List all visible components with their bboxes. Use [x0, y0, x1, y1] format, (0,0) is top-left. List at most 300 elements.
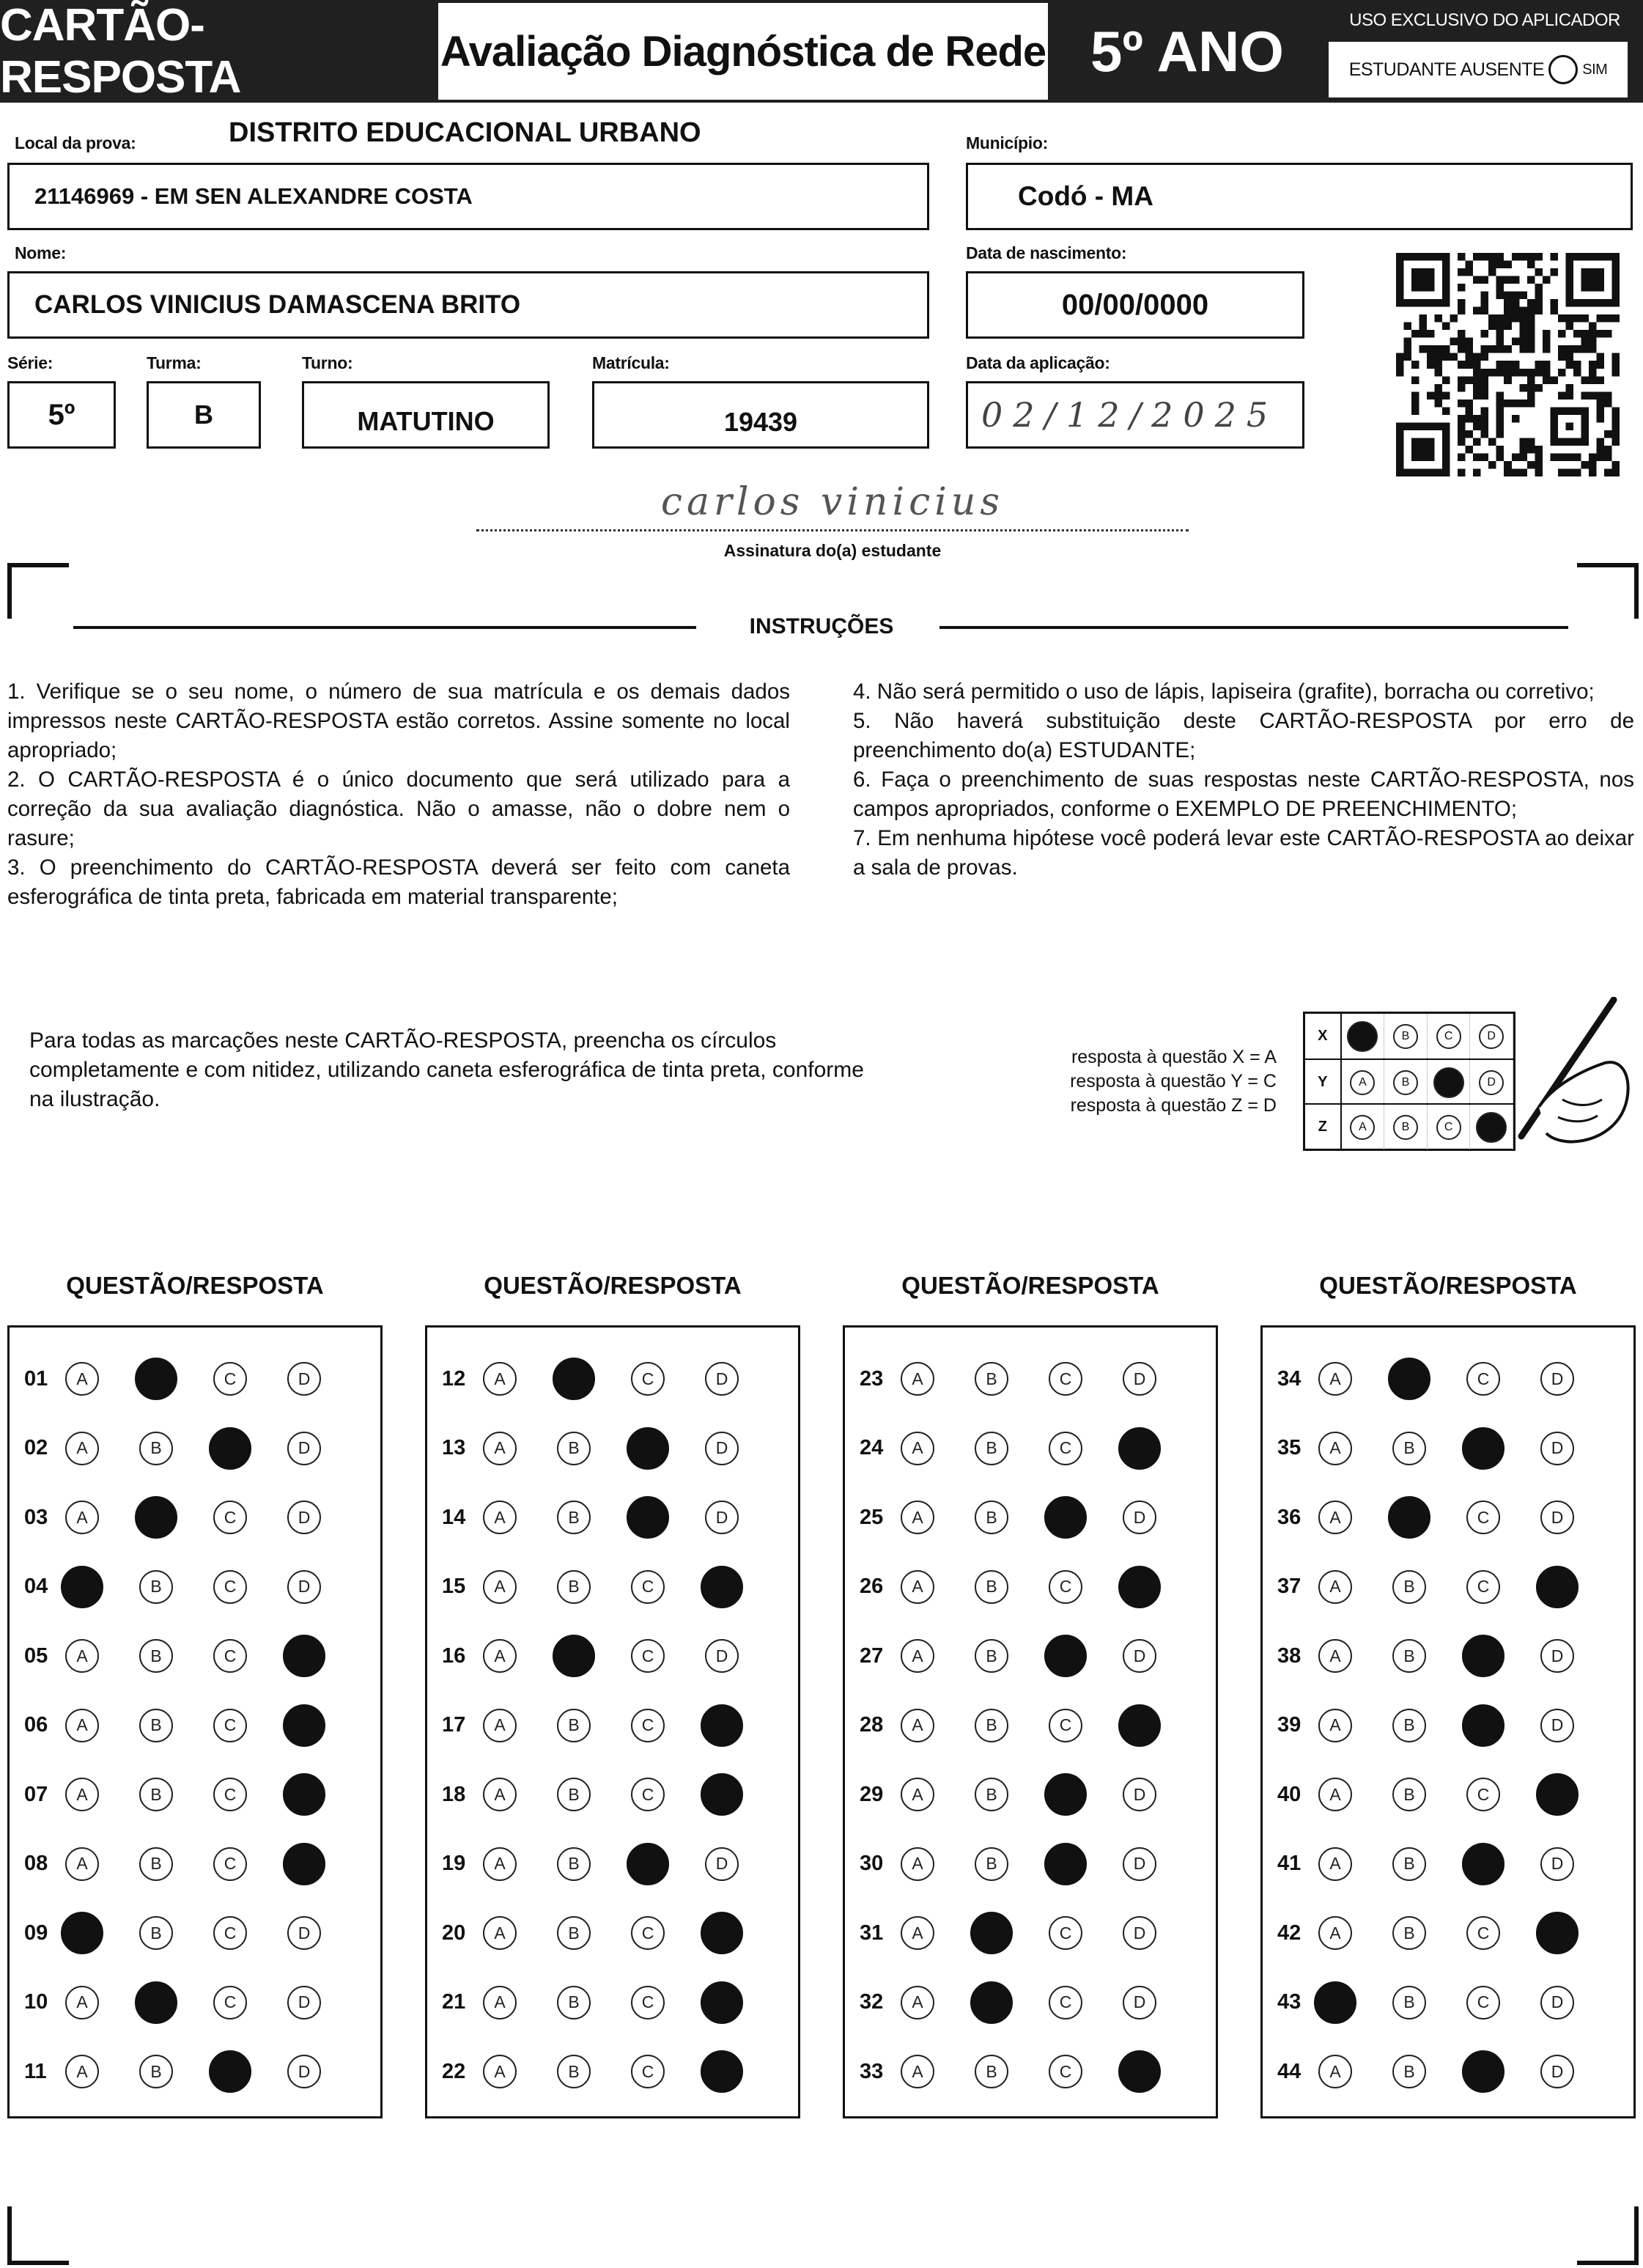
answer-bubble[interactable]: A — [65, 1778, 99, 1811]
answer-bubble[interactable] — [970, 1981, 1013, 2024]
answer-bubble[interactable]: D — [1540, 1986, 1574, 2020]
answer-bubble[interactable]: A — [483, 1847, 517, 1881]
answer-bubble[interactable]: C — [1049, 1986, 1082, 2020]
answer-bubble[interactable]: B — [975, 1432, 1008, 1465]
answer-bubble[interactable] — [283, 1704, 325, 1747]
answer-bubble[interactable]: B — [139, 1847, 173, 1881]
answer-bubble[interactable]: C — [213, 1709, 247, 1742]
answer-bubble[interactable]: C — [213, 1916, 247, 1950]
example-bubble: C — [1436, 1115, 1461, 1140]
instruction-2: 2. O CARTÃO-RESPOSTA é o único documento que será utilizado para a correção da sua avaliação diagnóstica. Não o amasse, não o dobre nem o rasure; — [7, 767, 790, 850]
matricula-field: 19439 — [592, 381, 929, 449]
answer-row — [1263, 1426, 1574, 1470]
answer-bubble[interactable]: C — [1466, 1778, 1500, 1811]
answer-bubble[interactable]: A — [483, 1986, 517, 2020]
answer-bubble[interactable] — [209, 2050, 251, 2093]
answer-bubble[interactable]: B — [975, 1570, 1008, 1604]
answer-bubble[interactable]: D — [287, 1916, 321, 1950]
column-title: QUESTÃO/RESPOSTA — [1319, 1272, 1577, 1299]
answer-row — [10, 1357, 321, 1401]
answer-bubble[interactable]: C — [1466, 1986, 1500, 2020]
answer-bubble[interactable] — [283, 1843, 325, 1885]
answer-bubble[interactable]: C — [1049, 1916, 1082, 1950]
answer-bubble[interactable] — [701, 1912, 743, 1954]
question-number: 38 — [1277, 1643, 1302, 1668]
example-instructions: Para todas as marcações neste CARTÃO-RESPOSTA, preencha os círculos completamente e com nitidez, utilizando caneta esferográfica de tinta preta, conforme na ilustração. — [29, 1028, 864, 1111]
answer-row — [10, 1911, 321, 1955]
answer-row — [427, 1565, 743, 1609]
answer-bubble[interactable]: B — [557, 1847, 591, 1881]
answer-bubble[interactable]: A — [901, 1709, 934, 1742]
answer-bubble[interactable] — [1462, 1427, 1504, 1470]
signature-label: Assinatura do(a) estudante — [723, 541, 942, 560]
answer-bubble[interactable]: B — [557, 1501, 591, 1534]
absent-box — [1326, 40, 1630, 100]
answer-row — [845, 1911, 1156, 1955]
example-row-label: Y — [1305, 1060, 1342, 1105]
answer-bubble[interactable]: B — [975, 1709, 1008, 1742]
answer-bubble[interactable]: B — [975, 1362, 1008, 1396]
applicator-label: USO EXCLUSIVO DO APLICADOR — [1349, 10, 1620, 30]
answer-row — [427, 1357, 739, 1401]
answer-row — [845, 2050, 1161, 2094]
question-number: 01 — [24, 1366, 48, 1391]
answer-bubble[interactable]: D — [1123, 1639, 1156, 1673]
answer-bubble[interactable] — [627, 1496, 669, 1539]
example-bubble: B — [1393, 1024, 1418, 1049]
answer-bubble[interactable]: A — [901, 1432, 934, 1465]
answer-bubble[interactable]: D — [1123, 1916, 1156, 1950]
answer-bubble[interactable]: A — [483, 1639, 517, 1673]
answer-bubble[interactable]: A — [901, 1847, 934, 1881]
question-number: 22 — [442, 2059, 466, 2083]
column-title: QUESTÃO/RESPOSTA — [484, 1272, 742, 1299]
question-number: 09 — [24, 1921, 48, 1945]
answer-row — [10, 2050, 321, 2094]
answer-column — [425, 1325, 800, 2118]
instruction-4: 4. Não será permitido o uso de lápis, lapiseira (grafite), borracha ou corretivo; — [853, 680, 1595, 704]
answer-row — [10, 1981, 321, 2025]
column-title: QUESTÃO/RESPOSTA — [66, 1272, 324, 1299]
answer-bubble[interactable] — [1536, 1773, 1579, 1816]
pen-hand-icon — [1495, 997, 1634, 1166]
answer-bubble[interactable]: A — [901, 1986, 934, 2020]
answer-bubble[interactable]: D — [1123, 1778, 1156, 1811]
answer-bubble[interactable]: D — [287, 1362, 321, 1396]
answer-bubble[interactable] — [627, 1427, 669, 1470]
answer-bubble[interactable]: B — [139, 1916, 173, 1950]
answer-bubble[interactable] — [1118, 2050, 1161, 2093]
answer-bubble[interactable]: C — [1466, 1501, 1500, 1534]
nome-label: Nome: — [15, 243, 67, 262]
answer-bubble[interactable]: A — [483, 1778, 517, 1811]
question-number: 42 — [1277, 1921, 1302, 1945]
answer-bubble[interactable] — [1388, 1496, 1430, 1539]
answer-bubble[interactable]: B — [139, 1778, 173, 1811]
instr-divider-right — [939, 626, 1568, 629]
answer-bubble[interactable] — [1462, 1635, 1504, 1677]
answer-bubble[interactable] — [1044, 1773, 1087, 1816]
answer-bubble[interactable]: C — [213, 1501, 247, 1534]
answer-row — [1263, 1911, 1579, 1955]
answer-bubble[interactable]: A — [65, 1709, 99, 1742]
answer-bubble[interactable]: D — [1123, 1986, 1156, 2020]
question-number: 35 — [1277, 1436, 1302, 1459]
answer-bubble[interactable]: A — [1318, 1501, 1352, 1534]
answer-bubble[interactable] — [701, 1704, 743, 1747]
answer-bubble[interactable]: D — [1123, 1362, 1156, 1396]
answer-bubble[interactable]: C — [631, 1362, 665, 1396]
answer-bubble[interactable]: A — [901, 1639, 934, 1673]
question-number: 34 — [1277, 1366, 1302, 1391]
answer-row — [427, 1426, 739, 1470]
answer-row — [10, 1495, 321, 1539]
answer-bubble[interactable]: A — [901, 1362, 934, 1396]
answer-bubble[interactable]: A — [65, 1639, 99, 1673]
answer-bubble[interactable]: C — [1049, 2055, 1082, 2088]
answer-row — [10, 1842, 325, 1886]
example-cell — [1342, 1105, 1385, 1149]
answer-bubble[interactable]: B — [139, 1639, 173, 1673]
instruction-1: 1. Verifique se o seu nome, o número de sua matrícula e os demais dados impressos neste CARTÃO-RESPOSTA estão corretos. Assine somente no local apropriado; — [7, 680, 790, 762]
question-number: 24 — [860, 1436, 884, 1459]
answer-row — [845, 1704, 1161, 1748]
answer-column — [843, 1325, 1218, 2118]
answer-bubble[interactable] — [1536, 1566, 1579, 1608]
answer-bubble[interactable]: A — [65, 1501, 99, 1534]
question-number: 43 — [1277, 1990, 1302, 2014]
question-number: 23 — [860, 1366, 884, 1391]
answer-row — [10, 1565, 321, 1609]
answer-bubble[interactable]: C — [631, 1778, 665, 1811]
question-number: 36 — [1277, 1505, 1302, 1529]
question-number: 11 — [24, 2059, 47, 2083]
example-row — [1305, 1103, 1513, 1149]
instructions-left — [7, 677, 790, 912]
answer-bubble[interactable]: B — [975, 1847, 1008, 1881]
answer-bubble[interactable]: D — [1540, 1432, 1574, 1465]
answer-bubble[interactable]: A — [483, 2055, 517, 2088]
answer-bubble[interactable]: B — [1392, 1916, 1426, 1950]
answer-bubble[interactable]: C — [213, 1847, 247, 1881]
answer-bubble[interactable]: A — [901, 1916, 934, 1950]
answer-bubble[interactable]: B — [557, 1432, 591, 1465]
answer-bubble[interactable] — [553, 1635, 595, 1677]
question-number: 40 — [1277, 1782, 1302, 1806]
serie-label: Série: — [7, 353, 53, 372]
answer-bubble[interactable]: B — [975, 2055, 1008, 2088]
question-number: 12 — [442, 1366, 466, 1391]
answer-bubble[interactable]: A — [901, 2055, 934, 2088]
answer-bubble[interactable]: A — [483, 1432, 517, 1465]
corner-mark-bl — [7, 2206, 69, 2265]
answer-row — [1263, 1981, 1574, 2025]
municipio-field: Codó - MA — [966, 163, 1633, 230]
answer-bubble[interactable] — [627, 1843, 669, 1885]
question-number: 28 — [860, 1713, 884, 1737]
answer-bubble[interactable]: A — [65, 1432, 99, 1465]
question-number: 02 — [24, 1436, 48, 1459]
nascimento-field: 00/00/0000 — [966, 271, 1304, 339]
example-cell — [1428, 1060, 1471, 1105]
answer-bubble[interactable] — [1044, 1496, 1087, 1539]
answer-bubble[interactable]: C — [1466, 1570, 1500, 1604]
answer-bubble[interactable]: C — [1049, 1362, 1082, 1396]
serie-field: 5º — [7, 381, 116, 449]
answer-bubble[interactable]: D — [1540, 1709, 1574, 1742]
answer-bubble[interactable]: C — [631, 2055, 665, 2088]
answer-bubble[interactable]: D — [287, 1570, 321, 1604]
answer-bubble[interactable] — [1044, 1843, 1087, 1885]
answer-bubble[interactable]: B — [975, 1639, 1008, 1673]
signature-line — [476, 529, 1189, 531]
local-label: Local da prova: — [15, 133, 136, 152]
answer-bubble[interactable]: B — [1392, 1639, 1426, 1673]
answer-bubble[interactable]: D — [1540, 1362, 1574, 1396]
answer-bubble[interactable]: B — [1392, 1847, 1426, 1881]
answer-row — [845, 1357, 1156, 1401]
answer-bubble[interactable]: D — [705, 1432, 739, 1465]
answer-row — [10, 1634, 325, 1678]
answer-bubble[interactable]: A — [901, 1501, 934, 1534]
turno-label: Turno: — [302, 353, 353, 372]
question-number: 20 — [442, 1921, 466, 1945]
example-bubble: A — [1350, 1070, 1375, 1095]
answer-bubble[interactable]: D — [287, 1986, 321, 2020]
answer-bubble[interactable] — [283, 1773, 325, 1816]
answer-row — [10, 1704, 325, 1748]
answer-bubble[interactable]: D — [287, 1501, 321, 1534]
answer-bubble[interactable] — [970, 1912, 1013, 1954]
answer-bubble[interactable] — [701, 1981, 743, 2024]
answer-bubble[interactable] — [701, 1773, 743, 1816]
question-number: 31 — [860, 1921, 884, 1945]
grade-title: 5º ANO — [1048, 0, 1326, 103]
answer-bubble[interactable]: D — [705, 1501, 739, 1534]
answer-bubble[interactable]: A — [483, 1709, 517, 1742]
example-bubble — [1347, 1021, 1378, 1052]
answer-bubble[interactable]: C — [213, 1639, 247, 1673]
answer-bubble[interactable]: A — [483, 1362, 517, 1396]
answer-bubble[interactable]: A — [901, 1778, 934, 1811]
answer-bubble[interactable]: A — [901, 1570, 934, 1604]
instruction-5: 5. Não haverá substituição deste CARTÃO-RESPOSTA por erro de preenchimento do(a) ESTUDANTE; — [853, 709, 1634, 762]
instruction-7: 7. Em nenhuma hipótese você poderá levar este CARTÃO-RESPOSTA ao deixar a sala de provas. — [853, 826, 1634, 880]
answer-bubble[interactable]: B — [139, 1570, 173, 1604]
answer-bubble[interactable] — [1462, 1704, 1504, 1747]
answer-row — [427, 1704, 743, 1748]
answer-bubble[interactable]: B — [975, 1501, 1008, 1534]
answer-bubble[interactable]: B — [1392, 1986, 1426, 2020]
answer-bubble[interactable] — [1118, 1566, 1161, 1608]
example-cell — [1428, 1014, 1471, 1058]
answer-bubble[interactable] — [1462, 1843, 1504, 1885]
answer-bubble[interactable] — [135, 1496, 177, 1539]
answer-bubble[interactable]: D — [1540, 1639, 1574, 1673]
example-cell — [1384, 1014, 1428, 1058]
answer-bubble[interactable]: D — [1123, 1847, 1156, 1881]
answer-bubble[interactable] — [209, 1427, 251, 1470]
answer-bubble[interactable]: C — [213, 1570, 247, 1604]
answer-bubble[interactable]: A — [65, 1986, 99, 2020]
corner-mark-tr — [1577, 563, 1639, 619]
answer-bubble[interactable]: C — [631, 1570, 665, 1604]
question-number: 27 — [860, 1643, 884, 1668]
answer-row — [845, 1426, 1161, 1470]
turno-field: MATUTINO — [302, 381, 550, 449]
answer-bubble[interactable]: C — [1049, 1709, 1082, 1742]
answer-bubble[interactable]: C — [213, 1778, 247, 1811]
question-number: 41 — [1277, 1852, 1302, 1875]
example-cell — [1428, 1105, 1471, 1149]
answer-bubble[interactable]: A — [1318, 1709, 1352, 1742]
answer-bubble[interactable]: A — [1318, 1570, 1352, 1604]
answer-bubble[interactable]: A — [483, 1916, 517, 1950]
answer-row — [845, 1634, 1156, 1678]
answer-bubble[interactable]: B — [139, 1709, 173, 1742]
answer-bubble[interactable]: B — [1392, 1709, 1426, 1742]
answer-bubble[interactable]: C — [631, 1709, 665, 1742]
question-number: 30 — [860, 1852, 884, 1875]
answer-bubble[interactable]: B — [975, 1778, 1008, 1811]
answer-bubble[interactable]: C — [213, 1362, 247, 1396]
turma-field: B — [147, 381, 261, 449]
question-number: 39 — [1277, 1713, 1302, 1737]
question-number: 29 — [860, 1782, 884, 1806]
example-row-label: Z — [1305, 1105, 1342, 1149]
question-number: 18 — [442, 1782, 466, 1806]
answer-bubble[interactable]: B — [1392, 1432, 1426, 1465]
answer-bubble[interactable]: A — [483, 1570, 517, 1604]
answer-bubble[interactable] — [553, 1358, 595, 1400]
answer-bubble[interactable]: C — [1049, 1570, 1082, 1604]
answer-column — [7, 1325, 383, 2118]
answer-bubble[interactable] — [135, 1981, 177, 2024]
answer-bubble[interactable]: A — [1318, 1778, 1352, 1811]
answer-bubble[interactable]: C — [631, 1639, 665, 1673]
answer-bubble[interactable]: C — [1466, 1916, 1500, 1950]
answer-bubble[interactable]: A — [1318, 1847, 1352, 1881]
answer-bubble[interactable]: D — [1540, 1501, 1574, 1534]
answer-row — [427, 1981, 743, 2025]
question-number: 03 — [24, 1505, 48, 1529]
absent-bubble[interactable] — [1548, 55, 1578, 84]
nome-field: CARLOS VINICIUS DAMASCENA BRITO — [7, 271, 929, 339]
column-title: QUESTÃO/RESPOSTA — [901, 1272, 1159, 1299]
answer-bubble[interactable]: A — [1318, 1362, 1352, 1396]
answer-bubble[interactable] — [1118, 1427, 1161, 1470]
answer-bubble[interactable]: B — [557, 1778, 591, 1811]
answer-bubble[interactable]: A — [1318, 2055, 1352, 2088]
answer-bubble[interactable] — [1462, 2050, 1504, 2093]
answer-bubble[interactable]: D — [1123, 1501, 1156, 1534]
answer-bubble[interactable]: A — [1318, 1432, 1352, 1465]
answer-row — [845, 1842, 1156, 1886]
answer-bubble[interactable]: D — [287, 1432, 321, 1465]
answer-row — [845, 1495, 1156, 1539]
aplicacao-date: 02/12/2025 — [981, 395, 1279, 435]
answer-bubble[interactable]: B — [557, 2055, 591, 2088]
answer-bubble[interactable]: A — [65, 2055, 99, 2088]
answer-bubble[interactable]: D — [705, 1639, 739, 1673]
answer-bubble[interactable] — [1314, 1981, 1356, 2024]
answer-bubble[interactable]: B — [557, 1986, 591, 2020]
answer-bubble[interactable]: B — [1392, 2055, 1426, 2088]
answer-bubble[interactable] — [701, 2050, 743, 2093]
answer-bubble[interactable] — [1118, 1704, 1161, 1747]
answer-row — [1263, 2050, 1574, 2094]
corner-mark-br — [1577, 2206, 1639, 2265]
answer-bubble[interactable]: B — [557, 1570, 591, 1604]
answer-bubble[interactable] — [1536, 1912, 1579, 1954]
answer-bubble[interactable]: A — [1318, 1916, 1352, 1950]
answer-bubble[interactable]: C — [1466, 1362, 1500, 1396]
answer-bubble[interactable] — [61, 1912, 103, 1954]
question-number: 17 — [442, 1713, 466, 1737]
answer-bubble[interactable]: A — [65, 1847, 99, 1881]
turma-label: Turma: — [147, 353, 202, 372]
example-cell — [1384, 1060, 1428, 1105]
answer-bubble[interactable]: C — [1049, 1432, 1082, 1465]
answer-bubble[interactable] — [61, 1566, 103, 1608]
answer-bubble[interactable]: D — [705, 1847, 739, 1881]
example-cell — [1342, 1014, 1385, 1058]
answer-bubble[interactable]: C — [631, 1916, 665, 1950]
example-responses — [1005, 1045, 1277, 1118]
example-bubble: D — [1479, 1024, 1504, 1049]
example-response-x: resposta à questão X = A — [1071, 1047, 1277, 1067]
example-bubble: B — [1393, 1115, 1418, 1140]
answer-row — [427, 1842, 739, 1886]
answer-bubble[interactable]: B — [1392, 1570, 1426, 1604]
answer-bubble[interactable]: A — [483, 1501, 517, 1534]
answer-row — [1263, 1772, 1579, 1816]
absent-option: SIM — [1582, 61, 1608, 78]
answer-bubble[interactable]: C — [213, 1986, 247, 2020]
answer-bubble[interactable] — [1388, 1358, 1430, 1400]
answer-bubble[interactable]: A — [65, 1362, 99, 1396]
answer-bubble[interactable] — [135, 1358, 177, 1400]
answer-bubble[interactable]: B — [557, 1916, 591, 1950]
answer-bubble[interactable] — [283, 1635, 325, 1677]
question-number: 10 — [24, 1990, 48, 2014]
nascimento-label: Data de nascimento: — [966, 243, 1127, 262]
municipio-label: Município: — [966, 133, 1048, 152]
answer-bubble[interactable]: B — [139, 1432, 173, 1465]
answer-bubble[interactable]: D — [287, 2055, 321, 2088]
corner-mark-tl — [7, 563, 69, 619]
answer-bubble[interactable]: B — [139, 2055, 173, 2088]
answer-bubble[interactable]: B — [1392, 1778, 1426, 1811]
example-cell — [1384, 1105, 1428, 1149]
question-number: 25 — [860, 1505, 884, 1529]
answer-bubble[interactable] — [1044, 1635, 1087, 1677]
answer-bubble[interactable]: C — [631, 1986, 665, 2020]
answer-bubble[interactable]: D — [1540, 1847, 1574, 1881]
answer-bubble[interactable]: D — [1540, 2055, 1574, 2088]
question-number: 06 — [24, 1713, 48, 1737]
answer-bubble[interactable]: A — [1318, 1639, 1352, 1673]
answer-bubble[interactable]: B — [557, 1709, 591, 1742]
answer-bubble[interactable] — [701, 1566, 743, 1608]
answer-bubble[interactable]: D — [705, 1362, 739, 1396]
matricula-label: Matrícula: — [592, 353, 670, 372]
question-number: 15 — [442, 1575, 466, 1598]
answer-row — [845, 1772, 1156, 1816]
answer-row — [845, 1981, 1156, 2025]
school-field: 21146969 - EM SEN ALEXANDRE COSTA — [7, 163, 929, 230]
instructions-right — [853, 677, 1634, 883]
